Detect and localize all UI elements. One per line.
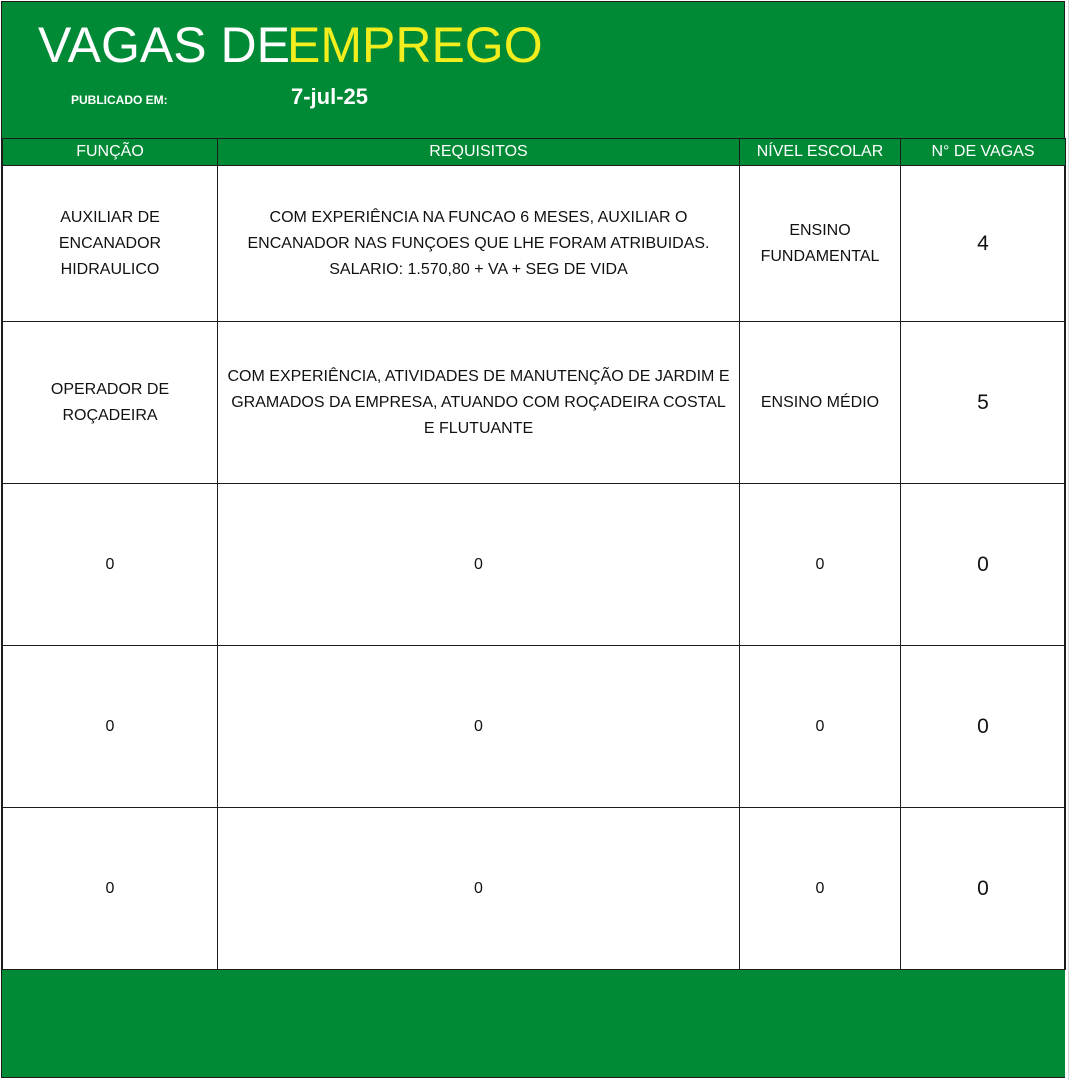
footer-banner [2, 970, 1065, 1077]
column-header-funcao: FUNÇÃO [3, 139, 218, 166]
title-vagas-de: VAGAS DE [38, 17, 290, 73]
cell-nivel-escolar: 0 [740, 484, 901, 646]
cell-numero-vagas: 0 [901, 646, 1066, 808]
cell-nivel-escolar: ENSINO FUNDAMENTAL [740, 166, 901, 322]
cell-requisitos: 0 [218, 646, 740, 808]
cell-funcao: OPERADOR DE ROÇADEIRA [3, 322, 218, 484]
table-row [3, 484, 1066, 646]
cell-nivel-escolar: ENSINO MÉDIO [740, 322, 901, 484]
page-edge [1068, 0, 1080, 1080]
table-header-row [3, 139, 1066, 166]
job-listing-sheet [1, 1, 1065, 1078]
column-header-nivel-escolar: NÍVEL ESCOLAR [740, 139, 901, 166]
cell-numero-vagas: 0 [901, 808, 1066, 970]
cell-numero-vagas: 0 [901, 484, 1066, 646]
cell-requisitos: 0 [218, 808, 740, 970]
header-banner [2, 2, 1064, 138]
column-header-requisitos: REQUISITOS [218, 139, 740, 166]
cell-nivel-escolar: 0 [740, 646, 901, 808]
cell-funcao: 0 [3, 646, 218, 808]
cell-requisitos: 0 [218, 484, 740, 646]
column-header-numero-vagas: N° DE VAGAS [901, 139, 1066, 166]
table-row [3, 322, 1066, 484]
cell-requisitos: COM EXPERIÊNCIA NA FUNCAO 6 MESES, AUXILIAR O ENCANADOR NAS FUNÇOES QUE LHE FORAM ATRIBUIDAS. SALARIO: 1.570,80 + VA + SEG DE VIDA [218, 166, 740, 322]
cell-funcao: 0 [3, 808, 218, 970]
table-row [3, 646, 1066, 808]
cell-numero-vagas: 5 [901, 322, 1066, 484]
published-date: 7-jul-25 [291, 84, 369, 109]
cell-requisitos: COM EXPERIÊNCIA, ATIVIDADES DE MANUTENÇÃO DE JARDIM E GRAMADOS DA EMPRESA, ATUANDO COM ROÇADEIRA COSTAL E FLUTUANTE [218, 322, 740, 484]
table-row [3, 808, 1066, 970]
cell-funcao: 0 [3, 484, 218, 646]
cell-nivel-escolar: 0 [740, 808, 901, 970]
cell-funcao: AUXILIAR DE ENCANADOR HIDRAULICO [3, 166, 218, 322]
title-emprego: EMPREGO [287, 17, 543, 73]
table-row [3, 166, 1066, 322]
cell-numero-vagas: 4 [901, 166, 1066, 322]
published-label: PUBLICADO EM: [71, 93, 168, 107]
jobs-table [2, 138, 1066, 970]
